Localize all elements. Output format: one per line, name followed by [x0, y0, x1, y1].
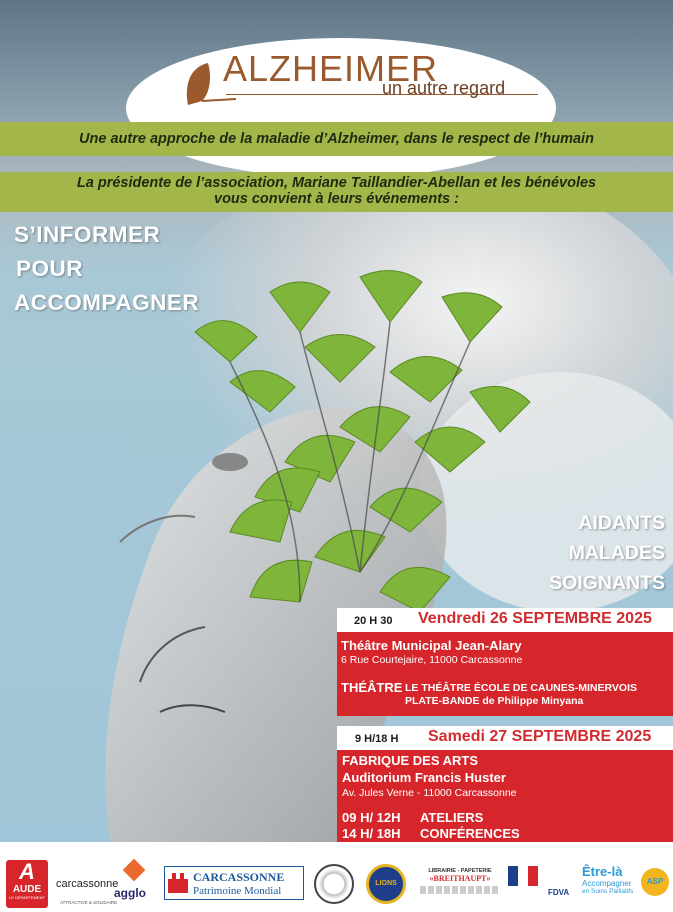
breithaupt-text: «BREITHAUPT» — [429, 874, 491, 883]
aude-logo-text: AUDE — [12, 884, 42, 895]
event1-label: THÉÂTRE — [341, 680, 403, 695]
fdva-text: FDVA — [548, 888, 570, 897]
audience-list — [549, 508, 665, 598]
librairie-text: LIBRAIRIE - PAPETERIE — [428, 868, 492, 874]
lions-club-logo — [366, 864, 406, 904]
aude-logo: A AUDE LE DÉPARTEMENT — [6, 860, 48, 908]
tagline-text: Une autre approche de la maladie d’Alzheimer, dans le respect de l’humain — [79, 131, 594, 147]
carcassonne-patrimoine-logo — [164, 866, 304, 900]
event2-slot1-label: ATELIERS — [420, 810, 484, 825]
event2-slot2-label: CONFÉRENCES — [420, 826, 520, 841]
event1-address: 6 Rue Courtejaire, 11000 Carcassonne — [341, 654, 523, 666]
event2-slot1-time: 09 H/ 12H — [342, 810, 401, 825]
invitation-band — [0, 172, 673, 212]
logo-title: ALZHEIMER — [223, 48, 439, 89]
lions-text: LIONS — [375, 880, 397, 887]
event1-detail-2: PLATE-BANDE de Philippe Minyana — [405, 695, 584, 707]
event2-venue-2: Auditorium Francis Huster — [342, 770, 506, 785]
event1-time: 20 H 30 — [354, 615, 393, 627]
librairie-details — [420, 886, 500, 894]
audience-item: SOIGNANTS — [549, 572, 665, 594]
event1-date: Vendredi 26 SEPTEMBRE 2025 — [418, 610, 652, 627]
etre-la-sub-2: en Soins Palliatifs — [582, 888, 634, 895]
castle-icon — [168, 873, 188, 893]
event1-detail-1: LE THÉÂTRE ÉCOLE DE CAUNES-MINERVOIS — [405, 682, 637, 694]
event2-time: 9 H/18 H — [355, 733, 399, 745]
headline — [14, 218, 199, 320]
agglo-subtext: ATTRACTIVE & SOLIDAIRE — [60, 900, 118, 905]
asp-text: ASP — [646, 877, 664, 886]
seal-icon — [314, 864, 354, 904]
etre-la-logo — [582, 864, 642, 908]
aude-logo-subtext: LE DÉPARTEMENT — [9, 895, 45, 900]
headline-line-2: POUR — [16, 256, 84, 281]
carcassonne-agglo-logo — [56, 868, 156, 904]
etre-la-title: Être-là — [582, 864, 623, 879]
event1-venue: Théâtre Municipal Jean-Alary — [341, 638, 522, 653]
etre-la-sub-1: Accompagner — [582, 879, 632, 888]
agglo-diamond-icon — [123, 859, 146, 882]
headline-line-1: S’INFORMER — [14, 222, 161, 247]
agglo-text-1: carcassonne — [56, 878, 119, 890]
invitation-line-2: vous convient à leurs événements : — [214, 191, 459, 207]
librairie-breithaupt-logo — [420, 868, 500, 904]
logo-subtitle: un autre regard — [382, 78, 506, 98]
asp-sun-logo — [641, 868, 669, 896]
sponsor-strip — [0, 842, 673, 912]
event2-slot2-time: 14 H/ 18H — [342, 826, 401, 841]
event2-panel — [337, 750, 673, 842]
tagline-band — [0, 122, 673, 156]
agglo-text-2: agglo — [114, 886, 146, 900]
audience-item: MALADES — [568, 542, 665, 564]
event2-venue-1: FABRIQUE DES ARTS — [342, 753, 479, 768]
audience-item: AIDANTS — [578, 512, 665, 534]
event2-date: Samedi 27 SEPTEMBRE 2025 — [428, 728, 652, 745]
invitation-line-1: La présidente de l’association, Mariane Taillandier-Abellan et les bénévoles — [76, 175, 597, 191]
event1-panel — [337, 632, 673, 716]
event2-address: Av. Jules Verne - 11000 Carcassonne — [342, 787, 517, 799]
city-text-1: CARCASSONNE — [193, 870, 285, 884]
city-text-2: Patrimoine Mondial — [193, 885, 282, 897]
republique-logo — [508, 866, 538, 886]
headline-line-3: ACCOMPAGNER — [14, 290, 200, 315]
